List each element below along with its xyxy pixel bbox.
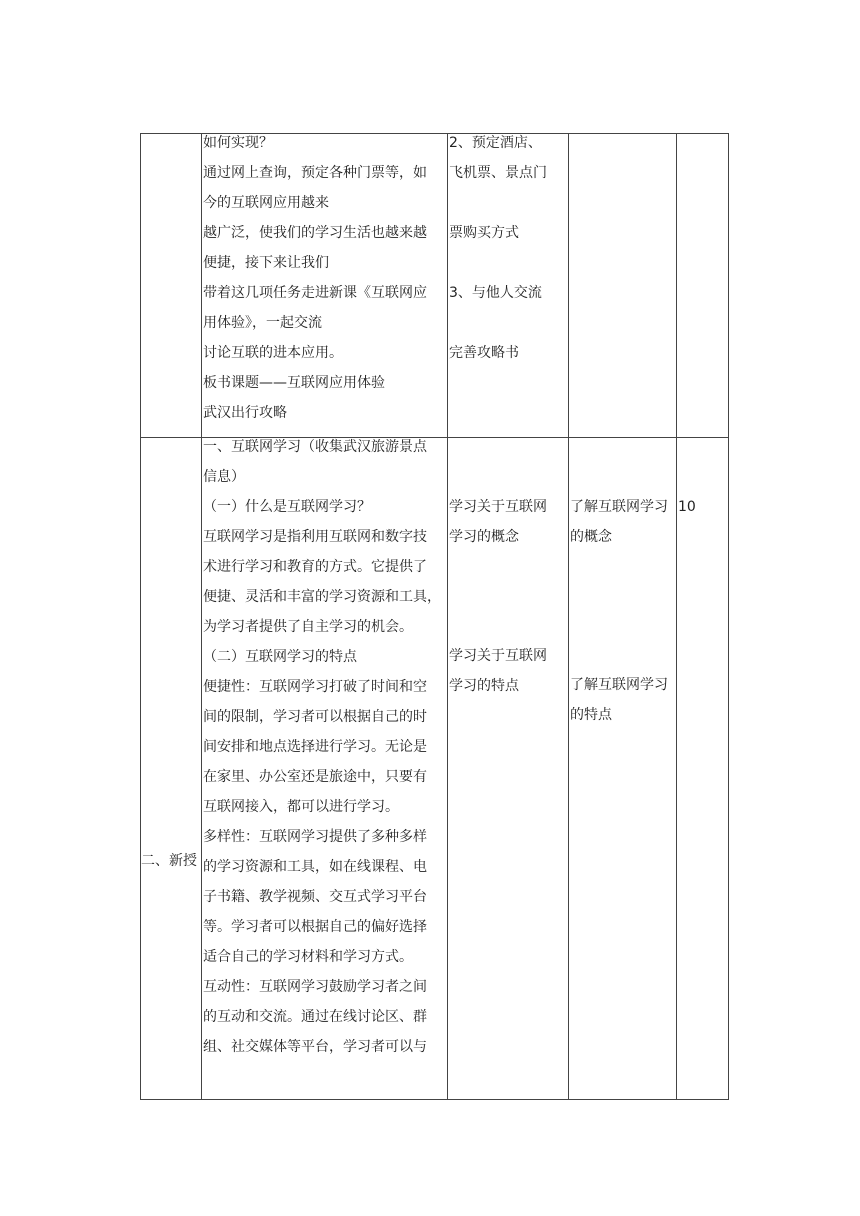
text-line: 讨论互联的进本应用。 xyxy=(203,345,343,361)
row1-student-activity-cell xyxy=(449,128,547,368)
table-border-bottom xyxy=(140,1099,729,1100)
text-line: 的学习资源和工具，如在线课程、电 xyxy=(203,859,427,875)
table-col-divider-3 xyxy=(568,133,569,1100)
text-line: 了解互联网学习 xyxy=(570,677,668,693)
text-line: 组、社交媒体等平台，学习者可以与 xyxy=(203,1039,427,1055)
text-line: 多样性：互联网学习提供了多种多样 xyxy=(203,829,427,845)
text-line: 带着这几项任务走进新课《互联网应 xyxy=(203,285,427,301)
text-line: 学习关于互联网 xyxy=(449,648,547,664)
text-line xyxy=(449,308,547,338)
row2-goal-2 xyxy=(570,670,668,730)
text-line: 的概念 xyxy=(570,529,612,545)
text-line: 3、与他人交流 xyxy=(449,285,542,301)
text-line: 通过网上查询，预定各种门票等，如 xyxy=(203,165,427,181)
text-line: 越广泛，使我们的学习生活也越来越 xyxy=(203,225,427,241)
row1-content-cell xyxy=(203,128,427,428)
text-line: 如何实现？ xyxy=(203,135,273,151)
text-line: 完善攻略书 xyxy=(449,345,519,361)
row2-goal-1 xyxy=(570,492,668,552)
text-line: 为学习者提供了自主学习的机会。 xyxy=(203,619,413,635)
table-col-divider-4 xyxy=(676,133,677,1100)
row2-content-cell xyxy=(203,432,441,1062)
text-line: 便捷，接下来让我们 xyxy=(203,255,329,271)
text-line: 用体验》，一起交流 xyxy=(203,315,322,331)
text-line: 一、互联网学习（收集武汉旅游景点 xyxy=(203,439,427,455)
table-border-right xyxy=(728,133,729,1100)
text-line: 互动性：互联网学习鼓励学习者之间 xyxy=(203,979,427,995)
text-line xyxy=(449,188,547,218)
text-line: 板书课题——互联网应用体验 xyxy=(203,375,385,391)
text-line: 等。学习者可以根据自己的偏好选择 xyxy=(203,919,427,935)
text-line: 的互动和交流。通过在线讨论区、群 xyxy=(203,1009,427,1025)
text-line: （一）什么是互联网学习？ xyxy=(203,499,371,515)
text-line: 便捷性：互联网学习打破了时间和空 xyxy=(203,679,427,695)
text-line: 子书籍、教学视频、交互式学习平台 xyxy=(203,889,427,905)
table-border-left xyxy=(140,133,141,1100)
text-line: 互联网学习是指利用互联网和数字技 xyxy=(203,529,427,545)
text-line: 飞机票、景点门 xyxy=(449,165,547,181)
text-line: 2、预定酒店、 xyxy=(449,135,542,151)
text-line: 适合自己的学习材料和学习方式。 xyxy=(203,949,413,965)
text-line: 今的互联网应用越来 xyxy=(203,195,329,211)
text-line: 间的限制，学习者可以根据自己的时 xyxy=(203,709,427,725)
row2-section-label: 二、新授 xyxy=(141,853,197,869)
row2-time-minutes: 10 xyxy=(678,499,696,515)
text-line: 互联网接入，都可以进行学习。 xyxy=(203,799,399,815)
text-line: 学习的概念 xyxy=(449,529,519,545)
text-line: 在家里、办公室还是旅途中，只要有 xyxy=(203,769,427,785)
table-col-divider-2 xyxy=(447,133,448,1100)
text-line: 的特点 xyxy=(570,707,612,723)
text-line: 间安排和地点选择进行学习。无论是 xyxy=(203,739,427,755)
text-line: （二）互联网学习的特点 xyxy=(203,649,357,665)
row2-student-activity-2 xyxy=(449,641,547,701)
text-line: 武汉出行攻略 xyxy=(203,405,287,421)
text-line xyxy=(449,248,547,278)
text-line: 信息） xyxy=(203,469,245,485)
text-line: 学习的特点 xyxy=(449,678,519,694)
text-line: 学习关于互联网 xyxy=(449,499,547,515)
text-line: 术进行学习和教育的方式。它提供了 xyxy=(203,559,427,575)
text-line: 票购买方式 xyxy=(449,225,519,241)
row2-student-activity-1 xyxy=(449,492,547,552)
text-line: 了解互联网学习 xyxy=(570,499,668,515)
text-line: 便捷、灵活和丰富的学习资源和工具， xyxy=(203,589,441,605)
table-col-divider-1 xyxy=(201,133,202,1100)
